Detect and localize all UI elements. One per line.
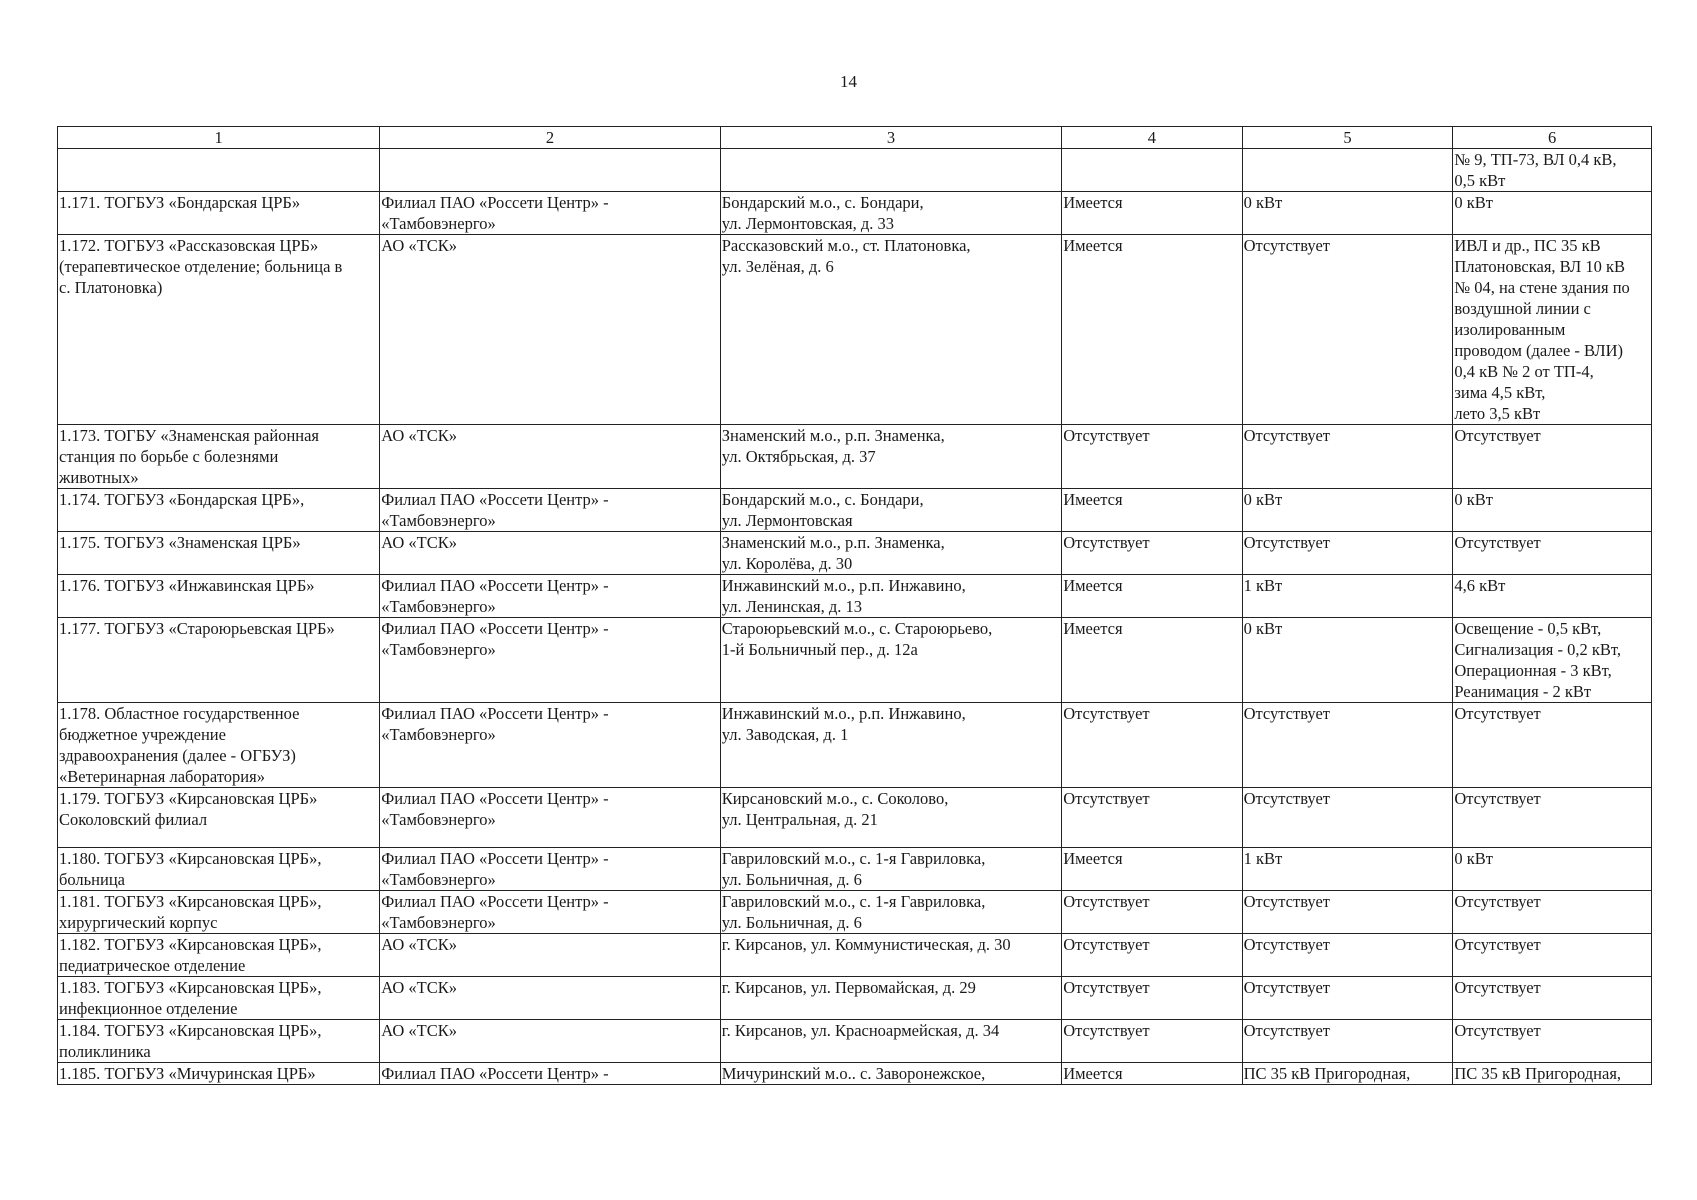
cell-text: Отсутствует <box>1243 533 1331 552</box>
table-row <box>58 425 1652 489</box>
cell-text: № 9, ТП-73, ВЛ 0,4 кВ, 0,5 кВт <box>1454 150 1617 190</box>
cell-text: Имеется <box>1063 490 1123 509</box>
cell-text: Филиал ПАО «Россети Центр» - «Тамбовэнерго» <box>381 892 609 932</box>
table-cell-col2 <box>380 788 720 848</box>
table-cell-col2 <box>380 1020 720 1063</box>
table-cell-col4 <box>1062 977 1242 1020</box>
cell-text: Имеется <box>1063 193 1123 212</box>
table-cell-col2 <box>380 192 720 235</box>
table-cell-col4 <box>1062 192 1242 235</box>
header-row <box>58 127 1652 149</box>
column-header: 3 <box>720 127 1061 149</box>
cell-text: г. Кирсанов, ул. Первомайская, д. 29 <box>721 978 976 997</box>
table-cell-col4 <box>1062 788 1242 848</box>
cell-text: Отсутствует <box>1454 1021 1541 1040</box>
table-cell-col5 <box>1242 425 1453 489</box>
table-cell-col5 <box>1242 575 1453 618</box>
cell-text: 1.172. ТОГБУЗ «Рассказовская ЦРБ» (терапевтическое отделение; больница в с. Платоновка) <box>59 236 343 297</box>
cell-text: Отсутствует <box>1454 978 1541 997</box>
cell-text: 1.180. ТОГБУЗ «Кирсановская ЦРБ», больница <box>59 849 322 889</box>
cell-text: Отсутствует <box>1243 935 1331 954</box>
table-cell-col6 <box>1453 848 1652 891</box>
table-cell-col4 <box>1062 235 1242 425</box>
table-cell-col5 <box>1242 532 1453 575</box>
table-cell-col2 <box>380 618 720 703</box>
cell-text: Отсутствует <box>1063 704 1150 723</box>
cell-text: 1.179. ТОГБУЗ «Кирсановская ЦРБ» Соколовский филиал <box>59 789 318 829</box>
table-cell-col4 <box>1062 848 1242 891</box>
table-cell-col1 <box>58 934 380 977</box>
cell-text: г. Кирсанов, ул. Коммунистическая, д. 30 <box>721 935 1011 954</box>
cell-text: 1.181. ТОГБУЗ «Кирсановская ЦРБ», хирургический корпус <box>59 892 322 932</box>
table-cell-col1 <box>58 149 380 192</box>
table-cell-col5 <box>1242 848 1453 891</box>
table-cell-col5 <box>1242 891 1453 934</box>
table-cell-col3 <box>720 149 1061 192</box>
cell-text: Имеется <box>1063 619 1123 638</box>
table-cell-col1 <box>58 192 380 235</box>
table-cell-col5 <box>1242 1063 1453 1085</box>
page-number: 14 <box>840 72 857 91</box>
table-row <box>58 848 1652 891</box>
cell-text: Отсутствует <box>1063 978 1150 997</box>
data-table <box>57 126 1652 1085</box>
cell-text: Филиал ПАО «Россети Центр» - «Тамбовэнерго» <box>381 704 609 744</box>
cell-text: 1.175. ТОГБУЗ «Знаменская ЦРБ» <box>59 533 301 552</box>
table-cell-col3 <box>720 1063 1061 1085</box>
table-cell-col6 <box>1453 977 1652 1020</box>
table-row <box>58 235 1652 425</box>
table-cell-col1 <box>58 489 380 532</box>
table-cell-col2 <box>380 425 720 489</box>
cell-text: Кирсановский м.о., с. Соколово, ул. Центральная, д. 21 <box>721 789 949 829</box>
table-cell-col3 <box>720 703 1061 788</box>
table-cell-col2 <box>380 532 720 575</box>
table-cell-col6 <box>1453 618 1652 703</box>
table-cell-col3 <box>720 848 1061 891</box>
cell-text: Имеется <box>1063 576 1123 595</box>
table-cell-col2 <box>380 235 720 425</box>
table-cell-col1 <box>58 891 380 934</box>
cell-text: ПС 35 кВ Пригородная, <box>1243 1064 1411 1083</box>
cell-text: АО «ТСК» <box>381 978 457 997</box>
table-cell-col6 <box>1453 425 1652 489</box>
table-cell-col3 <box>720 235 1061 425</box>
table-body <box>58 149 1652 1085</box>
table-cell-col5 <box>1242 703 1453 788</box>
cell-text: Мичуринский м.о.. с. Заворонежское, <box>721 1064 986 1083</box>
table-cell-col3 <box>720 934 1061 977</box>
cell-text: Отсутствует <box>1454 789 1541 808</box>
cell-text: 1.184. ТОГБУЗ «Кирсановская ЦРБ», поликлиника <box>59 1021 322 1061</box>
cell-text: 0 кВт <box>1243 490 1283 509</box>
table-cell-col1 <box>58 1063 380 1085</box>
cell-text: 1 кВт <box>1243 576 1283 595</box>
table-cell-col2 <box>380 934 720 977</box>
table-row <box>58 703 1652 788</box>
cell-text: Отсутствует <box>1063 789 1150 808</box>
cell-text: Инжавинский м.о., р.п. Инжавино, ул. Ленинская, д. 13 <box>721 576 966 616</box>
cell-text: Отсутствует <box>1063 892 1150 911</box>
cell-text: Имеется <box>1063 1064 1123 1083</box>
table-cell-col6 <box>1453 934 1652 977</box>
table-cell-col4 <box>1062 575 1242 618</box>
table-row <box>58 192 1652 235</box>
cell-text: Филиал ПАО «Россети Центр» - «Тамбовэнерго» <box>381 789 609 829</box>
cell-text: Отсутствует <box>1454 426 1541 445</box>
cell-text: 1.182. ТОГБУЗ «Кирсановская ЦРБ», педиатрическое отделение <box>59 935 322 975</box>
cell-text: 0 кВт <box>1454 490 1493 509</box>
cell-text: АО «ТСК» <box>381 426 457 445</box>
table-cell-col6 <box>1453 149 1652 192</box>
cell-text: 0 кВт <box>1243 619 1283 638</box>
cell-text: 1.173. ТОГБУ «Знаменская районная станция по борьбе с болезнями животных» <box>59 426 320 487</box>
cell-text: Староюрьевский м.о., с. Староюрьево, 1-й Больничный пер., д. 12а <box>721 619 993 659</box>
cell-text: 0 кВт <box>1454 849 1493 868</box>
table-cell-col6 <box>1453 489 1652 532</box>
table-row <box>58 977 1652 1020</box>
cell-text: АО «ТСК» <box>381 935 457 954</box>
cell-text: Отсутствует <box>1063 1021 1150 1040</box>
cell-text: Филиал ПАО «Россети Центр» - <box>381 1064 609 1083</box>
table-cell-col5 <box>1242 192 1453 235</box>
column-header: 2 <box>380 127 720 149</box>
table-cell-col5 <box>1242 235 1453 425</box>
table-row <box>58 1063 1652 1085</box>
cell-text: 1 кВт <box>1243 849 1283 868</box>
cell-text: Отсутствует <box>1243 426 1331 445</box>
cell-text: Отсутствует <box>1243 978 1331 997</box>
cell-text: Филиал ПАО «Россети Центр» - «Тамбовэнерго» <box>381 193 609 233</box>
cell-text: Отсутствует <box>1454 892 1541 911</box>
table-cell-col6 <box>1453 192 1652 235</box>
cell-text: Филиал ПАО «Россети Центр» - «Тамбовэнерго» <box>381 619 609 659</box>
table-cell-col2 <box>380 489 720 532</box>
table-row <box>58 149 1652 192</box>
cell-text: Отсутствует <box>1243 704 1331 723</box>
table-cell-col2 <box>380 149 720 192</box>
cell-text: Гавриловский м.о., с. 1-я Гавриловка, ул. Больничная, д. 6 <box>721 849 986 889</box>
table-row <box>58 891 1652 934</box>
cell-text: Имеется <box>1063 236 1123 255</box>
column-header: 1 <box>58 127 380 149</box>
cell-text: АО «ТСК» <box>381 236 457 255</box>
table-row <box>58 788 1652 848</box>
cell-text: 1.174. ТОГБУЗ «Бондарская ЦРБ», <box>59 490 305 509</box>
cell-text: Инжавинский м.о., р.п. Инжавино, ул. Заводская, д. 1 <box>721 704 966 744</box>
table-cell-col6 <box>1453 703 1652 788</box>
cell-text: Освещение - 0,5 кВт, Сигнализация - 0,2 кВт, Операционная - 3 кВт, Реанимация - 2 кВт <box>1454 619 1622 701</box>
table-cell-col6 <box>1453 1063 1652 1085</box>
table-cell-col1 <box>58 703 380 788</box>
cell-text: Отсутствует <box>1454 533 1541 552</box>
table-cell-col6 <box>1453 891 1652 934</box>
table-cell-col5 <box>1242 788 1453 848</box>
cell-text: АО «ТСК» <box>381 1021 457 1040</box>
cell-text: Отсутствует <box>1454 935 1541 954</box>
table-cell-col6 <box>1453 575 1652 618</box>
table-cell-col3 <box>720 977 1061 1020</box>
table-cell-col6 <box>1453 788 1652 848</box>
table-cell-col6 <box>1453 1020 1652 1063</box>
table-row <box>58 575 1652 618</box>
cell-text: Филиал ПАО «Россети Центр» - «Тамбовэнерго» <box>381 849 609 889</box>
table-cell-col6 <box>1453 235 1652 425</box>
cell-text: 1.183. ТОГБУЗ «Кирсановская ЦРБ», инфекционное отделение <box>59 978 322 1018</box>
table-cell-col5 <box>1242 977 1453 1020</box>
cell-text: 1.177. ТОГБУЗ «Староюрьевская ЦРБ» <box>59 619 335 638</box>
cell-text: Рассказовский м.о., ст. Платоновка, ул. Зелёная, д. 6 <box>721 236 971 276</box>
cell-text: АО «ТСК» <box>381 533 457 552</box>
cell-text: Бондарский м.о., с. Бондари, ул. Лермонтовская <box>721 490 924 530</box>
table-cell-col3 <box>720 1020 1061 1063</box>
table-cell-col1 <box>58 977 380 1020</box>
table-row <box>58 934 1652 977</box>
cell-text: Отсутствует <box>1063 935 1150 954</box>
table-cell-col3 <box>720 788 1061 848</box>
table-cell-col3 <box>720 575 1061 618</box>
cell-text: 4,6 кВт <box>1454 576 1506 595</box>
table-cell-col2 <box>380 848 720 891</box>
cell-text: Гавриловский м.о., с. 1-я Гавриловка, ул. Больничная, д. 6 <box>721 892 986 932</box>
table-cell-col2 <box>380 1063 720 1085</box>
cell-text: Имеется <box>1063 849 1123 868</box>
table-cell-col2 <box>380 977 720 1020</box>
cell-text: Отсутствует <box>1063 426 1150 445</box>
table-cell-col4 <box>1062 618 1242 703</box>
table-cell-col1 <box>58 618 380 703</box>
cell-text: Знаменский м.о., р.п. Знаменка, ул. Королёва, д. 30 <box>721 533 945 573</box>
table-cell-col5 <box>1242 489 1453 532</box>
table-cell-col4 <box>1062 489 1242 532</box>
cell-text: 1.185. ТОГБУЗ «Мичуринская ЦРБ» <box>59 1064 316 1083</box>
table-cell-col6 <box>1453 532 1652 575</box>
table-cell-col5 <box>1242 1020 1453 1063</box>
table-row <box>58 618 1652 703</box>
table-cell-col2 <box>380 575 720 618</box>
column-header: 5 <box>1242 127 1453 149</box>
table-cell-col1 <box>58 425 380 489</box>
cell-text: ИВЛ и др., ПС 35 кВ Платоновская, ВЛ 10 кВ № 04, на стене здания по воздушной линии с изолированным проводом (далее - ВЛИ) 0,4 кВ № 2 от ТП-4, зима 4,5 кВт, лето 3,5 кВт <box>1454 236 1630 423</box>
table-row <box>58 489 1652 532</box>
table-cell-col1 <box>58 235 380 425</box>
table-row <box>58 1020 1652 1063</box>
table-cell-col1 <box>58 788 380 848</box>
cell-text: Отсутствует <box>1243 892 1331 911</box>
cell-text: Филиал ПАО «Россети Центр» - «Тамбовэнерго» <box>381 576 609 616</box>
table-cell-col4 <box>1062 934 1242 977</box>
cell-text: 0 кВт <box>1243 193 1283 212</box>
cell-text: Отсутствует <box>1243 1021 1331 1040</box>
table-cell-col4 <box>1062 149 1242 192</box>
cell-text: Отсутствует <box>1243 236 1331 255</box>
table-cell-col4 <box>1062 532 1242 575</box>
table-cell-col3 <box>720 891 1061 934</box>
table-cell-col3 <box>720 618 1061 703</box>
table-cell-col5 <box>1242 934 1453 977</box>
column-header: 4 <box>1062 127 1242 149</box>
table-cell-col1 <box>58 848 380 891</box>
cell-text: Отсутствует <box>1063 533 1150 552</box>
table-cell-col3 <box>720 532 1061 575</box>
cell-text: 1.176. ТОГБУЗ «Инжавинская ЦРБ» <box>59 576 315 595</box>
cell-text: г. Кирсанов, ул. Красноармейская, д. 34 <box>721 1021 1000 1040</box>
table-cell-col4 <box>1062 1063 1242 1085</box>
column-header: 6 <box>1453 127 1652 149</box>
table-cell-col3 <box>720 425 1061 489</box>
table-row <box>58 532 1652 575</box>
table-cell-col1 <box>58 532 380 575</box>
table-cell-col4 <box>1062 891 1242 934</box>
table-cell-col3 <box>720 489 1061 532</box>
cell-text: Отсутствует <box>1243 789 1331 808</box>
table-cell-col5 <box>1242 618 1453 703</box>
table-cell-col2 <box>380 891 720 934</box>
table-cell-col4 <box>1062 703 1242 788</box>
table-cell-col2 <box>380 703 720 788</box>
cell-text: Филиал ПАО «Россети Центр» - «Тамбовэнерго» <box>381 490 609 530</box>
table-cell-col5 <box>1242 149 1453 192</box>
cell-text: 0 кВт <box>1454 193 1493 212</box>
cell-text: Отсутствует <box>1454 704 1541 723</box>
table-cell-col4 <box>1062 425 1242 489</box>
cell-text: 1.178. Областное государственное бюджетное учреждение здравоохранения (далее - ОГБУЗ) «Ветеринарная лаборатория» <box>59 704 300 786</box>
cell-text: ПС 35 кВ Пригородная, <box>1454 1064 1622 1083</box>
cell-text: Бондарский м.о., с. Бондари, ул. Лермонтовская, д. 33 <box>721 193 924 233</box>
table-cell-col1 <box>58 575 380 618</box>
table-cell-col3 <box>720 192 1061 235</box>
table-cell-col1 <box>58 1020 380 1063</box>
table-cell-col4 <box>1062 1020 1242 1063</box>
cell-text: 1.171. ТОГБУЗ «Бондарская ЦРБ» <box>59 193 301 212</box>
cell-text: Знаменский м.о., р.п. Знаменка, ул. Октябрьская, д. 37 <box>721 426 945 466</box>
